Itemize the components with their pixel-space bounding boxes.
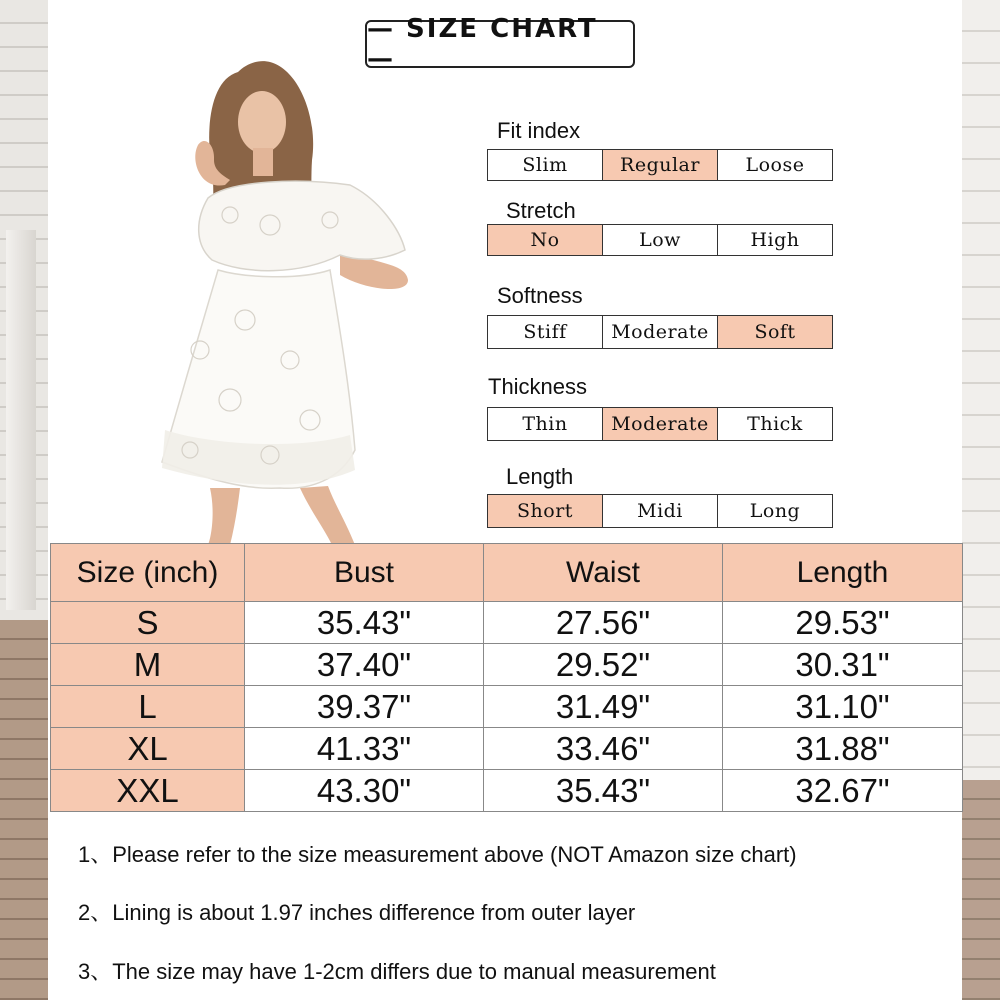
header-waist: Waist bbox=[484, 544, 723, 602]
stretch-option-no: No bbox=[488, 225, 603, 255]
header-length: Length bbox=[723, 544, 963, 602]
waist-cell: 31.49" bbox=[484, 686, 723, 728]
length-option-midi: Midi bbox=[603, 495, 718, 527]
waist-cell: 27.56" bbox=[484, 602, 723, 644]
bust-cell: 43.30" bbox=[245, 770, 484, 812]
porch-pillar bbox=[6, 230, 36, 610]
length-scale bbox=[487, 494, 833, 528]
stretch-label: Stretch bbox=[506, 198, 576, 223]
thickness-option-thin: Thin bbox=[488, 408, 603, 440]
note-2: 2、Lining is about 1.97 inches difference from outer layer bbox=[78, 900, 636, 925]
size-cell: XXL bbox=[51, 770, 245, 812]
table-row bbox=[51, 728, 963, 770]
note-3: 3、The size may have 1-2cm differs due to manual measurement bbox=[78, 959, 716, 984]
fit-index-label: Fit index bbox=[497, 118, 581, 143]
model-photo bbox=[150, 50, 420, 545]
softness-option-moderate: Moderate bbox=[603, 316, 718, 348]
bust-cell: 41.33" bbox=[245, 728, 484, 770]
model-face bbox=[238, 91, 286, 153]
porch-floor-right bbox=[962, 780, 1000, 1000]
stretch-option-high: High bbox=[750, 229, 800, 251]
size-chart-title: — SIZE CHART — bbox=[365, 20, 635, 68]
thickness-option-thick: Thick bbox=[747, 413, 803, 435]
table-row bbox=[51, 686, 963, 728]
fit-index-option-slim: Slim bbox=[488, 150, 603, 180]
bust-cell: 37.40" bbox=[245, 644, 484, 686]
length-cell: 31.88" bbox=[723, 728, 963, 770]
length-label: Length bbox=[506, 464, 574, 489]
waist-cell: 29.52" bbox=[484, 644, 723, 686]
size-cell: M bbox=[51, 644, 245, 686]
fit-index-option-loose: Loose bbox=[745, 154, 805, 176]
bust-cell: 35.43" bbox=[245, 602, 484, 644]
length-cell: 29.53" bbox=[723, 602, 963, 644]
stretch-option-low: Low bbox=[603, 225, 718, 255]
thickness-label: Thickness bbox=[488, 374, 588, 399]
background-porch-left bbox=[0, 0, 48, 1000]
length-option-short: Short bbox=[488, 495, 603, 527]
dress-ruffle bbox=[199, 181, 405, 270]
length-cell: 32.67" bbox=[723, 770, 963, 812]
thickness-scale bbox=[487, 407, 833, 441]
header-size: Size (inch) bbox=[51, 544, 245, 602]
length-option-long: Long bbox=[749, 500, 801, 522]
background-porch-right bbox=[962, 0, 1000, 1000]
softness-label: Softness bbox=[497, 283, 583, 308]
model-legs bbox=[208, 486, 355, 545]
softness-option-soft: Soft bbox=[718, 316, 832, 348]
table-row bbox=[51, 644, 963, 686]
fit-index-scale bbox=[487, 149, 833, 181]
table-header-row bbox=[51, 544, 963, 602]
waist-cell: 35.43" bbox=[484, 770, 723, 812]
size-cell: XL bbox=[51, 728, 245, 770]
length-cell: 30.31" bbox=[723, 644, 963, 686]
length-cell: 31.10" bbox=[723, 686, 963, 728]
table-row bbox=[51, 770, 963, 812]
size-measurement-table bbox=[50, 543, 963, 812]
header-bust: Bust bbox=[245, 544, 484, 602]
size-cell: S bbox=[51, 602, 245, 644]
stretch-scale bbox=[487, 224, 833, 256]
bust-cell: 39.37" bbox=[245, 686, 484, 728]
note-1: 1、Please refer to the size measurement above (NOT Amazon size chart) bbox=[78, 842, 797, 867]
porch-floor bbox=[0, 620, 48, 1000]
fit-index-option-regular: Regular bbox=[603, 150, 718, 180]
thickness-option-moderate: Moderate bbox=[603, 408, 718, 440]
waist-cell: 33.46" bbox=[484, 728, 723, 770]
size-cell: L bbox=[51, 686, 245, 728]
table-row bbox=[51, 602, 963, 644]
softness-option-stiff: Stiff bbox=[488, 316, 603, 348]
softness-scale bbox=[487, 315, 833, 349]
